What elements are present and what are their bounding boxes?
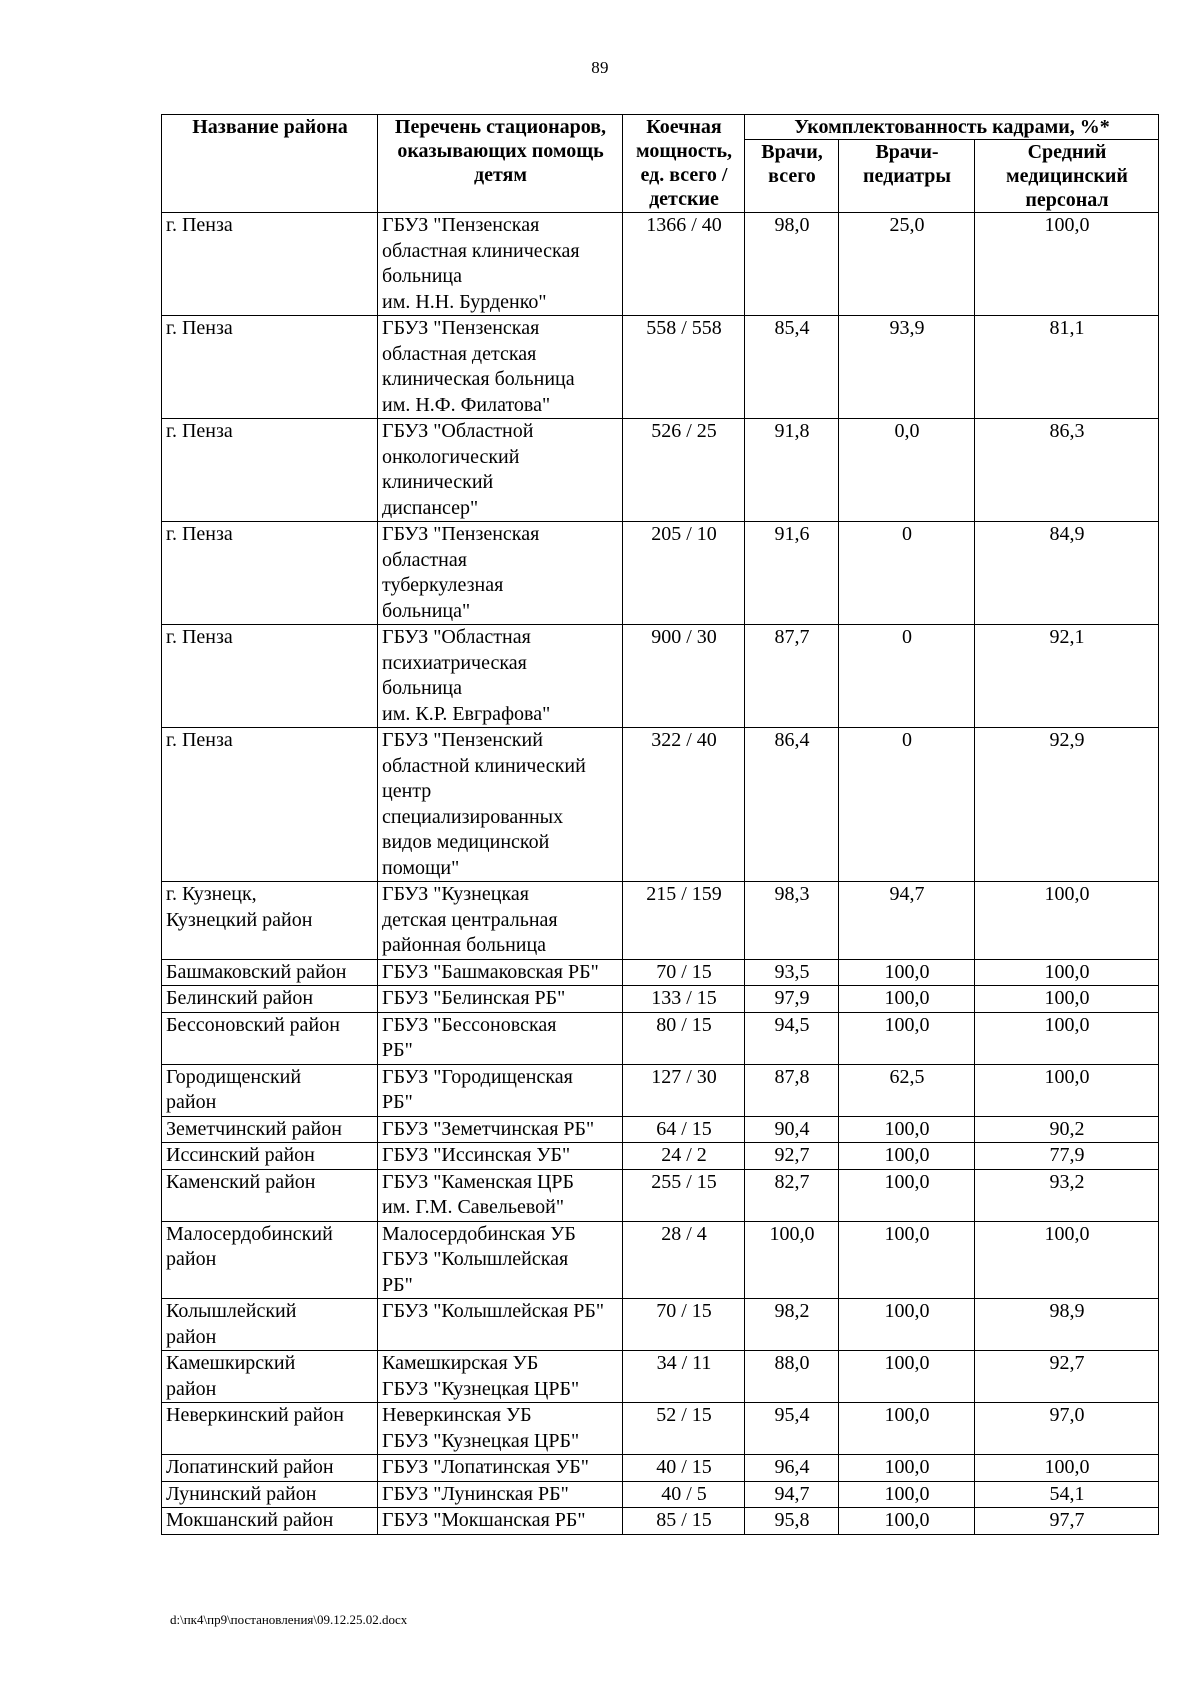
beds-cell: 322 / 40 [623, 728, 745, 882]
hospital-cell-line: онкологический [382, 445, 520, 468]
district-cell [162, 1508, 378, 1535]
hospital-cell-line: помощи" [382, 856, 460, 879]
district-cell [162, 1299, 378, 1351]
doctors-cell: 98,3 [745, 882, 839, 960]
staffing-table [161, 114, 1159, 1535]
table-row [162, 959, 1159, 986]
hospital-cell-line: детская центральная [382, 908, 558, 931]
hospital-cell-line: ГБУЗ "Пензенская [382, 214, 540, 236]
beds-cell: 40 / 15 [623, 1455, 745, 1482]
district-cell-line: Белинский район [166, 987, 314, 1009]
pediatricians-cell: 0 [839, 625, 975, 728]
table-row [162, 1455, 1159, 1482]
district-cell [162, 316, 378, 419]
district-cell [162, 522, 378, 625]
beds-cell: 215 / 159 [623, 882, 745, 960]
district-cell-line: г. Пенза [166, 523, 233, 545]
doctors-cell: 88,0 [745, 1351, 839, 1403]
district-cell [162, 986, 378, 1013]
hospital-cell [378, 728, 623, 882]
hospital-cell-line: клиническая больница [382, 368, 575, 390]
district-cell [162, 625, 378, 728]
beds-cell: 70 / 15 [623, 959, 745, 986]
district-cell-line: Земетчинский район [166, 1117, 342, 1140]
hospital-cell-line: больница" [382, 599, 471, 622]
header-staffing: Укомплектованность кадрами, %* [745, 115, 1159, 140]
hospital-cell-line: ГБУЗ "Кузнецкая ЦРБ" [382, 1429, 580, 1452]
beds-cell: 205 / 10 [623, 522, 745, 625]
hospital-cell-line: им. Г.М. Савельевой" [382, 1196, 565, 1218]
hospital-cell [378, 1481, 623, 1508]
hospital-cell-line: туберкулезная [382, 574, 504, 596]
hospital-cell-line: ГБУЗ "Колышлейская [382, 1248, 569, 1270]
header-pediatricians: Врачи-педиатры [839, 140, 975, 213]
hospital-cell-line: больница [382, 265, 462, 287]
pediatricians-cell: 100,0 [839, 1116, 975, 1143]
nursing-cell: 100,0 [975, 1064, 1159, 1116]
beds-cell: 526 / 25 [623, 419, 745, 522]
district-cell [162, 419, 378, 522]
table-row [162, 1508, 1159, 1535]
beds-cell: 34 / 11 [623, 1351, 745, 1403]
district-cell-line: Лунинский район [166, 1482, 317, 1505]
hospital-cell [378, 1455, 623, 1482]
table-row [162, 316, 1159, 419]
hospital-cell-line: специализированных [382, 805, 564, 828]
doctors-cell: 95,4 [745, 1403, 839, 1455]
district-cell [162, 1012, 378, 1064]
district-cell-line: Бессоновский район [166, 1013, 340, 1036]
header-district: Название района [162, 115, 378, 213]
district-cell [162, 959, 378, 986]
table-row [162, 625, 1159, 728]
hospital-cell-line: Малосердобинская УБ [382, 1222, 576, 1245]
hospital-cell-line: им. Н.Ф. Филатова" [382, 393, 551, 416]
doctors-cell: 95,8 [745, 1508, 839, 1535]
district-cell-line: Малосердобинский [166, 1222, 333, 1245]
hospital-cell-line: клинический [382, 471, 494, 493]
beds-cell: 24 / 2 [623, 1143, 745, 1170]
pediatricians-cell: 100,0 [839, 1221, 975, 1299]
header-hospitals: Перечень стационаров, оказывающих помощь детям [378, 115, 623, 213]
district-cell-line: Башмаковский район [166, 960, 347, 983]
hospital-cell-line: психиатрическая [382, 651, 527, 674]
hospital-cell-line: РБ" [382, 1039, 413, 1061]
hospital-cell-line: ГБУЗ "Бессоновская [382, 1013, 557, 1036]
pediatricians-cell: 100,0 [839, 1012, 975, 1064]
doctors-cell: 100,0 [745, 1221, 839, 1299]
table-header [162, 115, 1159, 213]
hospital-cell-line: районная больница [382, 934, 547, 956]
table-row [162, 1116, 1159, 1143]
pediatricians-cell: 100,0 [839, 1481, 975, 1508]
district-cell [162, 1116, 378, 1143]
nursing-cell: 100,0 [975, 1221, 1159, 1299]
pediatricians-cell: 100,0 [839, 1143, 975, 1170]
hospital-cell [378, 1012, 623, 1064]
district-cell-line: г. Пенза [166, 214, 233, 236]
table-row [162, 1012, 1159, 1064]
hospital-cell-line: ГБУЗ "Пензенский [382, 729, 543, 751]
district-cell-line: г. Пенза [166, 317, 233, 339]
beds-cell: 255 / 15 [623, 1169, 745, 1221]
district-cell-line: г. Пенза [166, 626, 233, 648]
doctors-cell: 98,0 [745, 213, 839, 316]
nursing-cell: 98,9 [975, 1299, 1159, 1351]
hospital-cell-line: ГБУЗ "Белинская РБ" [382, 987, 566, 1009]
district-cell-line: Кузнецкий район [166, 908, 313, 931]
hospital-cell [378, 1508, 623, 1535]
hospital-cell-line: ГБУЗ "Пензенская [382, 523, 540, 545]
doctors-cell: 98,2 [745, 1299, 839, 1351]
hospital-cell-line: областная клиническая [382, 239, 580, 262]
beds-cell: 80 / 15 [623, 1012, 745, 1064]
hospital-cell-line: им. Н.Н. Бурденко" [382, 290, 547, 313]
beds-cell: 127 / 30 [623, 1064, 745, 1116]
doctors-cell: 93,5 [745, 959, 839, 986]
table-row [162, 728, 1159, 882]
district-cell [162, 1169, 378, 1221]
beds-cell: 133 / 15 [623, 986, 745, 1013]
hospital-cell [378, 419, 623, 522]
pediatricians-cell: 100,0 [839, 1455, 975, 1482]
district-cell-line: Городищенский [166, 1065, 302, 1088]
hospital-cell-line: диспансер" [382, 496, 479, 519]
hospital-cell [378, 1064, 623, 1116]
beds-cell: 40 / 5 [623, 1481, 745, 1508]
pediatricians-cell: 0 [839, 522, 975, 625]
hospital-cell-line: ГБУЗ "Пензенская [382, 317, 540, 339]
hospital-cell-line: областная [382, 548, 467, 571]
district-cell-line: Иссинский район [166, 1144, 315, 1166]
beds-cell: 900 / 30 [623, 625, 745, 728]
hospital-cell-line: ГБУЗ "Иссинская УБ" [382, 1144, 571, 1166]
nursing-cell: 92,1 [975, 625, 1159, 728]
hospital-cell-line: РБ" [382, 1273, 413, 1296]
hospital-cell-line: ГБУЗ "Кузнецкая ЦРБ" [382, 1377, 580, 1400]
doctors-cell: 97,9 [745, 986, 839, 1013]
pediatricians-cell: 100,0 [839, 1403, 975, 1455]
nursing-cell: 86,3 [975, 419, 1159, 522]
nursing-cell: 81,1 [975, 316, 1159, 419]
nursing-cell: 90,2 [975, 1116, 1159, 1143]
hospital-cell-line: ГБУЗ "Городищенская [382, 1065, 573, 1088]
district-cell-line: г. Пенза [166, 420, 233, 442]
hospital-cell [378, 986, 623, 1013]
district-cell-line: Каменский район [166, 1170, 316, 1193]
pediatricians-cell: 0 [839, 728, 975, 882]
table-row [162, 1351, 1159, 1403]
doctors-cell: 87,7 [745, 625, 839, 728]
table-row [162, 882, 1159, 960]
hospital-cell [378, 1143, 623, 1170]
hospital-cell [378, 316, 623, 419]
district-cell-line: Камешкирский [166, 1352, 296, 1374]
district-cell [162, 213, 378, 316]
table-row [162, 213, 1159, 316]
pediatricians-cell: 100,0 [839, 1169, 975, 1221]
pediatricians-cell: 100,0 [839, 1508, 975, 1535]
district-cell-line: район [166, 1248, 217, 1270]
hospital-cell-line: ГБУЗ "Колышлейская РБ" [382, 1300, 605, 1322]
nursing-cell: 84,9 [975, 522, 1159, 625]
pediatricians-cell: 25,0 [839, 213, 975, 316]
beds-cell: 52 / 15 [623, 1403, 745, 1455]
district-cell-line: г. Пенза [166, 729, 233, 751]
hospital-cell [378, 213, 623, 316]
district-cell [162, 1064, 378, 1116]
district-cell-line: район [166, 1325, 217, 1348]
nursing-cell: 97,0 [975, 1403, 1159, 1455]
hospital-cell-line: видов медицинской [382, 831, 550, 853]
hospital-cell-line: ГБУЗ "Башмаковская РБ" [382, 960, 599, 983]
hospital-cell-line: ГБУЗ "Областной [382, 420, 534, 442]
district-cell-line: г. Кузнецк, [166, 883, 257, 905]
hospital-cell-line: ГБУЗ "Каменская ЦРБ [382, 1170, 575, 1193]
table-row [162, 1481, 1159, 1508]
pediatricians-cell: 93,9 [839, 316, 975, 419]
nursing-cell: 92,7 [975, 1351, 1159, 1403]
page-number: 89 [591, 58, 609, 77]
hospital-cell [378, 1403, 623, 1455]
hospital-cell-line: ГБУЗ "Мокшанская РБ" [382, 1509, 586, 1531]
district-cell-line: Неверкинский район [166, 1404, 344, 1426]
header-doctors-total: Врачи, всего [745, 140, 839, 213]
nursing-cell: 100,0 [975, 213, 1159, 316]
nursing-cell: 100,0 [975, 1012, 1159, 1064]
header-beds: Коечная мощность, ед. всего / детские [623, 115, 745, 213]
pediatricians-cell: 100,0 [839, 1299, 975, 1351]
district-cell [162, 1455, 378, 1482]
hospital-cell-line: им. К.Р. Евграфова" [382, 702, 551, 725]
district-cell-line: Лопатинский район [166, 1456, 334, 1478]
hospital-cell-line: областной клинический [382, 754, 586, 777]
hospital-cell-line: Камешкирская УБ [382, 1352, 539, 1374]
file-path-footer: d:\пк4\пр9\постановления\09.12.25.02.docx [170, 1612, 408, 1627]
hospital-cell-line: ГБУЗ "Земетчинская РБ" [382, 1117, 595, 1140]
pediatricians-cell: 100,0 [839, 1351, 975, 1403]
beds-cell: 1366 / 40 [623, 213, 745, 316]
beds-cell: 28 / 4 [623, 1221, 745, 1299]
hospital-cell [378, 522, 623, 625]
pediatricians-cell: 0,0 [839, 419, 975, 522]
nursing-cell: 100,0 [975, 986, 1159, 1013]
table-row [162, 1169, 1159, 1221]
hospital-cell [378, 959, 623, 986]
nursing-cell: 93,2 [975, 1169, 1159, 1221]
district-cell-line: район [166, 1091, 217, 1113]
district-cell [162, 882, 378, 960]
beds-cell: 70 / 15 [623, 1299, 745, 1351]
table-row [162, 419, 1159, 522]
table-row [162, 522, 1159, 625]
table-body [162, 213, 1159, 1535]
doctors-cell: 90,4 [745, 1116, 839, 1143]
table-row [162, 1299, 1159, 1351]
doctors-cell: 85,4 [745, 316, 839, 419]
doctors-cell: 82,7 [745, 1169, 839, 1221]
pediatricians-cell: 100,0 [839, 986, 975, 1013]
doctors-cell: 87,8 [745, 1064, 839, 1116]
beds-cell: 64 / 15 [623, 1116, 745, 1143]
pediatricians-cell: 100,0 [839, 959, 975, 986]
table-row [162, 1064, 1159, 1116]
nursing-cell: 100,0 [975, 959, 1159, 986]
doctors-cell: 92,7 [745, 1143, 839, 1170]
doctors-cell: 91,6 [745, 522, 839, 625]
district-cell [162, 1221, 378, 1299]
header-nursing: Средний медицинский персонал [975, 140, 1159, 213]
nursing-cell: 77,9 [975, 1143, 1159, 1170]
nursing-cell: 97,7 [975, 1508, 1159, 1535]
doctors-cell: 94,7 [745, 1481, 839, 1508]
nursing-cell: 100,0 [975, 882, 1159, 960]
district-cell [162, 728, 378, 882]
hospital-cell-line: РБ" [382, 1091, 413, 1113]
district-cell-line: Колышлейский [166, 1300, 297, 1322]
hospital-cell-line: ГБУЗ "Кузнецкая [382, 883, 529, 905]
district-cell [162, 1143, 378, 1170]
table-row [162, 1221, 1159, 1299]
doctors-cell: 96,4 [745, 1455, 839, 1482]
district-cell [162, 1481, 378, 1508]
hospital-cell [378, 1221, 623, 1299]
hospital-cell [378, 1351, 623, 1403]
district-cell [162, 1351, 378, 1403]
hospital-cell [378, 1116, 623, 1143]
hospital-cell-line: ГБУЗ "Областная [382, 626, 531, 648]
nursing-cell: 92,9 [975, 728, 1159, 882]
hospital-cell [378, 882, 623, 960]
hospital-cell-line: Неверкинская УБ [382, 1404, 532, 1426]
hospital-cell [378, 625, 623, 728]
nursing-cell: 100,0 [975, 1455, 1159, 1482]
pediatricians-cell: 94,7 [839, 882, 975, 960]
pediatricians-cell: 62,5 [839, 1064, 975, 1116]
hospital-cell [378, 1169, 623, 1221]
hospital-cell-line: центр [382, 780, 432, 802]
district-cell [162, 1403, 378, 1455]
doctors-cell: 94,5 [745, 1012, 839, 1064]
hospital-cell-line: ГБУЗ "Лунинская РБ" [382, 1482, 569, 1505]
hospital-cell [378, 1299, 623, 1351]
beds-cell: 85 / 15 [623, 1508, 745, 1535]
district-cell-line: район [166, 1377, 217, 1400]
table-row [162, 1403, 1159, 1455]
nursing-cell: 54,1 [975, 1481, 1159, 1508]
district-cell-line: Мокшанский район [166, 1509, 334, 1531]
hospital-cell-line: областная детская [382, 342, 537, 365]
table-row [162, 986, 1159, 1013]
doctors-cell: 91,8 [745, 419, 839, 522]
hospital-cell-line: больница [382, 677, 462, 699]
beds-cell: 558 / 558 [623, 316, 745, 419]
table-row [162, 1143, 1159, 1170]
doctors-cell: 86,4 [745, 728, 839, 882]
hospital-cell-line: ГБУЗ "Лопатинская УБ" [382, 1456, 589, 1478]
